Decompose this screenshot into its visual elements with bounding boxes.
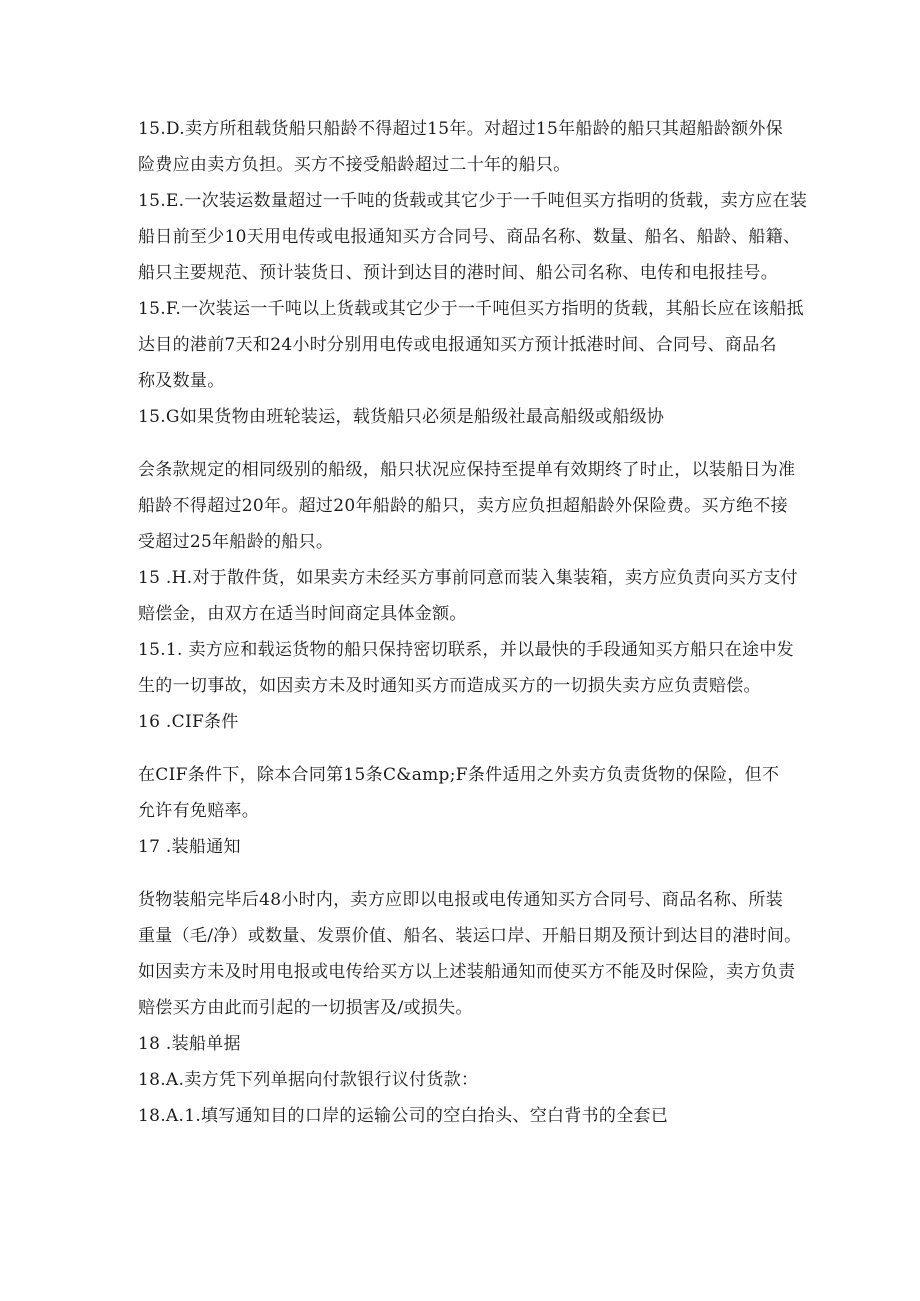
line-15e-1: 15.E.一次装运数量超过一千吨的货载或其它少于一千吨但买方指明的货载，卖方应在装 bbox=[138, 191, 808, 211]
line-15d-1: 15.D.卖方所租载货船只船龄不得超过15年。对超过15年船龄的船只其超船龄额外保 bbox=[138, 119, 784, 139]
line-16-2: 允许有免赔率。 bbox=[138, 801, 260, 821]
line-18a1: 18.A.1.填写通知目的口岸的运输公司的空白抬头、空白背书的全套已 bbox=[138, 1106, 669, 1126]
line-18a: 18.A.卖方凭下列单据向付款银行议付货款： bbox=[138, 1070, 479, 1090]
line-15f-2: 达目的港前7天和24小时分别用电传或电报通知买方预计抵港时间、合同号、商品名 bbox=[138, 335, 777, 355]
line-15h-2: 赔偿金，由双方在适当时间商定具体金额。 bbox=[138, 604, 467, 624]
line-17-1: 货物装船完毕后48小时内，卖方应即以电报或电传通知买方合同号、商品名称、所装 bbox=[138, 890, 784, 910]
line-15g-3: 船龄不得超过20年。超过20年船龄的船只，卖方应负担超船龄外保险费。买方绝不接 bbox=[138, 496, 788, 516]
heading-18: 18 .装船单据 bbox=[138, 1034, 241, 1054]
heading-17: 17 .装船通知 bbox=[138, 837, 241, 857]
line-16-1: 在CIF条件下，除本合同第15条C&amp;F条件适用之外卖方负责货物的保险，但不 bbox=[138, 765, 780, 785]
line-15g-2: 会条款规定的相同级别的船级，船只状况应保持至提单有效期终了时止，以装船日为准 bbox=[138, 460, 796, 480]
line-15g-4: 受超过25年船龄的船只。 bbox=[138, 532, 334, 552]
line-17-2: 重量（毛/净）或数量、发票价值、船名、装运口岸、开船日期及预计到达目的港时间。 bbox=[138, 926, 802, 946]
line-15h-1: 15 .H.对于散件货，如果卖方未经买方事前同意而装入集装箱，卖方应负责向买方支付 bbox=[138, 568, 798, 588]
heading-16: 16 .CIF条件 bbox=[138, 712, 239, 732]
line-15e-3: 船只主要规范、预计装货日、预计到达目的港时间、船公司名称、电传和电报挂号。 bbox=[138, 263, 779, 283]
line-15g-1: 15.G如果货物由班轮装运，载货船只必须是船级社最高船级或船级协 bbox=[138, 407, 665, 427]
line-151-1: 15.1. 卖方应和载运货物的船只保持密切联系，并以最快的手段通知买方船只在途中发 bbox=[138, 640, 794, 660]
line-17-3: 如因卖方未及时用电报或电传给买方以上述装船通知而使买方不能及时保险，卖方负责 bbox=[138, 962, 796, 982]
line-15d-2: 险费应由卖方负担。买方不接受船龄超过二十年的船只。 bbox=[138, 155, 571, 175]
line-15f-3: 称及数量。 bbox=[138, 371, 225, 391]
line-15f-1: 15.F.一次装运一千吨以上货载或其它少于一千吨但买方指明的货载，其船长应在该船抵 bbox=[138, 299, 804, 319]
line-17-4: 赔偿买方由此而引起的一切损害及/或损失。 bbox=[138, 998, 473, 1018]
line-15e-2: 船日前至少10天用电传或电报通知买方合同号、商品名称、数量、船名、船龄、船籍、 bbox=[138, 227, 801, 247]
line-151-2: 生的一切事故，如因卖方未及时通知买方而造成买方的一切损失卖方应负责赔偿。 bbox=[138, 676, 761, 696]
